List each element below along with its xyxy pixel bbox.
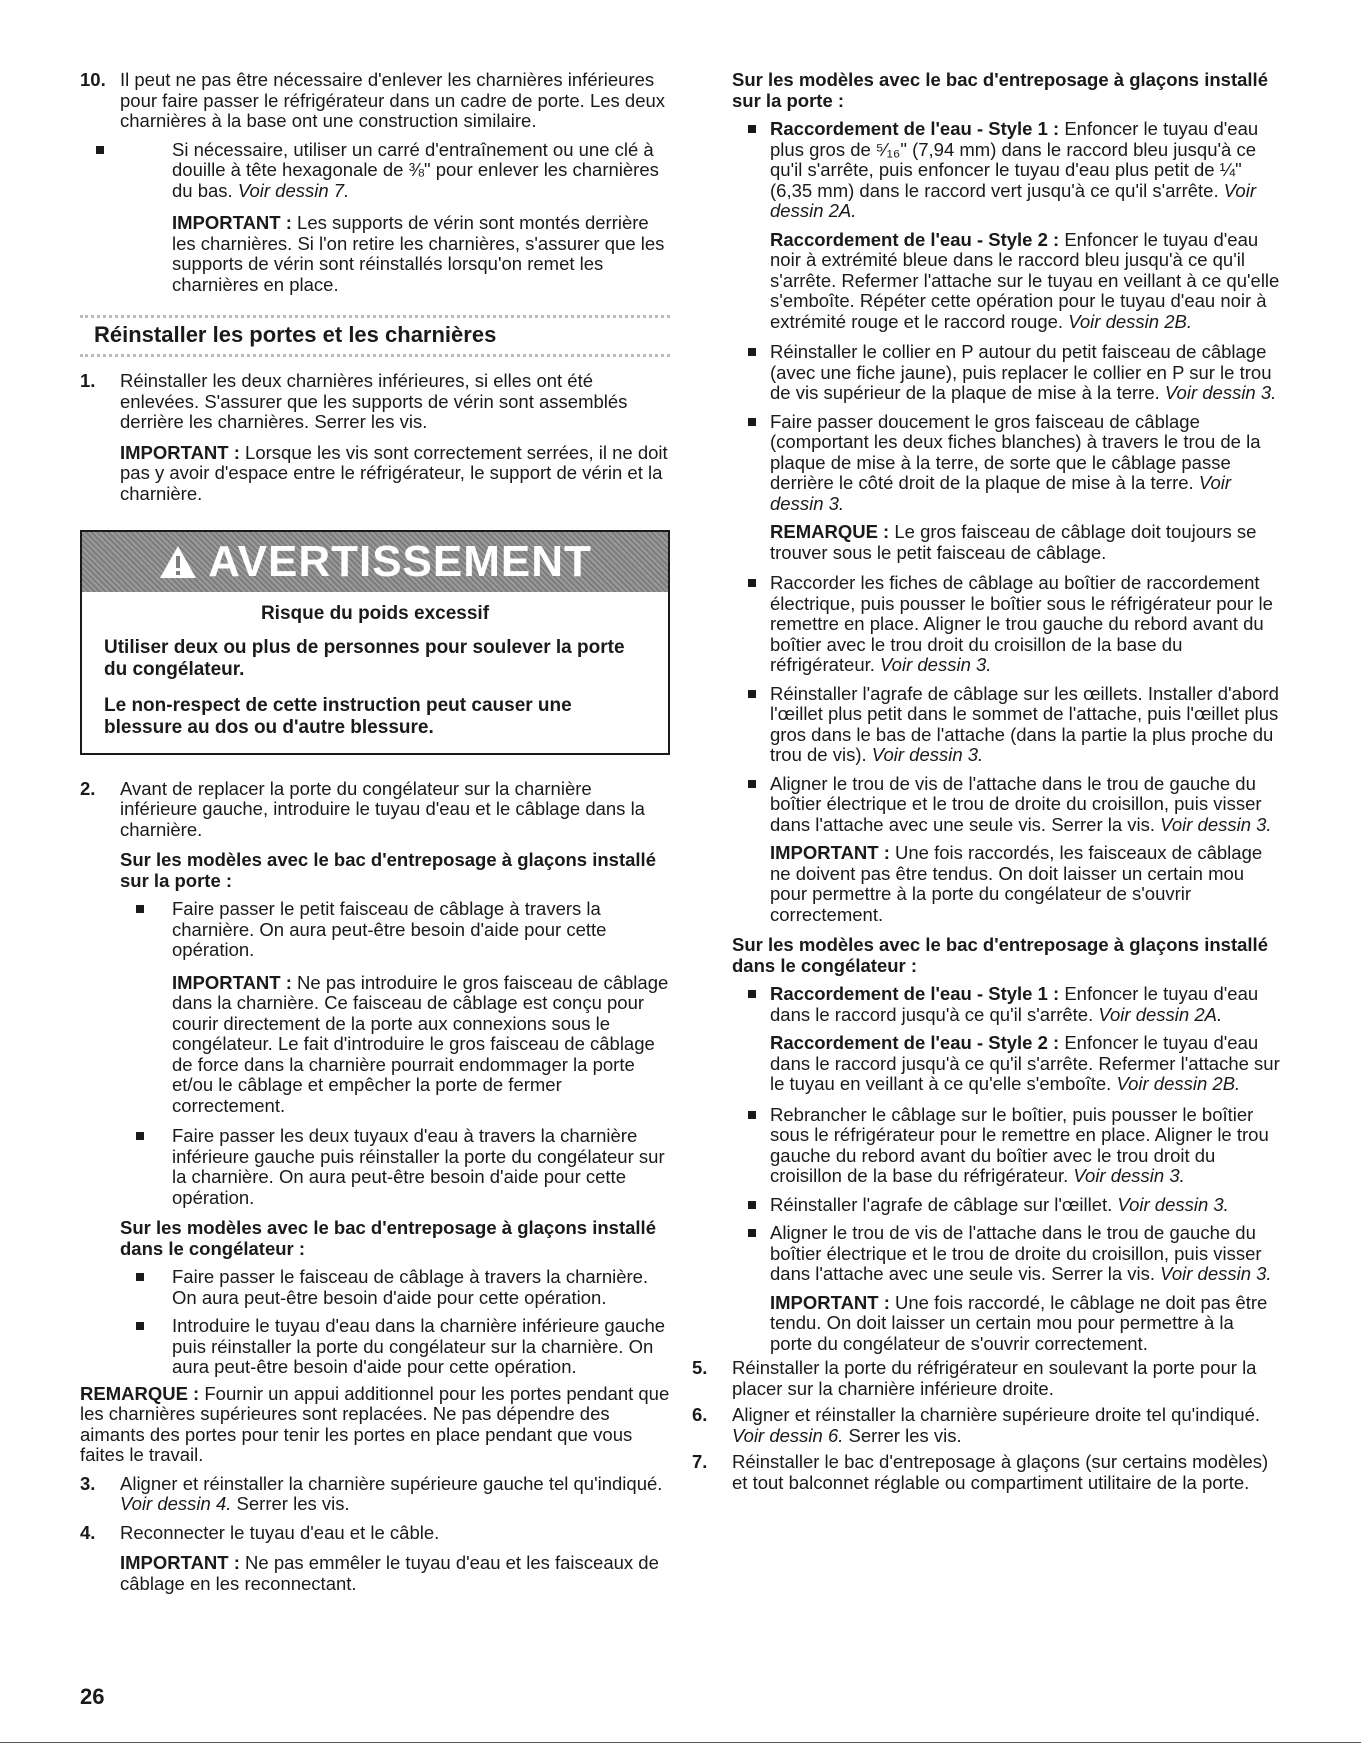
bullet-item — [732, 119, 1280, 222]
page-bottom-rule — [0, 1742, 1361, 1743]
model-heading-freezer: Sur les modèles avec le bac d'entreposage à glaçons installé dans le congélateur : — [120, 1217, 656, 1259]
drawing-ref: Voir dessin 3. — [1117, 1193, 1229, 1215]
important-text: Une fois raccordés, les faisceaux de câblage ne doivent pas être tendus. On doit laisser un certain mou pour permettre à la porte du congélateur de s'ouvrir correctement. — [770, 842, 1263, 925]
bullet-text: Si nécessaire, utiliser un carré d'entraînement ou une clé à douille à tête hexagonale de ⅜" pour enlever les charnières du bas. — [172, 138, 659, 201]
important-text: Les supports de vérin sont montés derrière les charnières. Si l'on retire les charnières, s'assurer que les supports de vérin sont réinstallés lorsqu'on remet les charnières en place. — [172, 212, 665, 295]
drawing-ref: Voir dessin 3. — [871, 744, 984, 765]
important-text: Ne pas emmêler le tuyau d'eau et les faisceaux de câblage en les reconnectant. — [120, 1552, 659, 1594]
step-tail: Serrer les vis. — [236, 1493, 350, 1514]
bullet-text: Enfoncer le tuyau d'eau dans le raccord jusqu'à ce qu'il s'arrête. Refermer l'attache sur le tuyau en veillant à ce qu'elle s'emboîte. — [770, 1032, 1280, 1094]
bullet-item — [732, 1105, 1280, 1187]
bullet-text: Enfoncer le tuyau d'eau dans le raccord jusqu'à ce qu'il s'arrête. — [770, 983, 1259, 1025]
warning-consequence: Le non-respect de cette instruction peut causer une blessure au dos ou d'autre blessure. — [104, 694, 572, 738]
bullet-item — [120, 1126, 670, 1208]
bullet-item — [732, 342, 1280, 404]
drawing-ref: Voir dessin 2B. — [1116, 1073, 1241, 1094]
bullet-text: Aligner le trou de vis de l'attache dans le trou de gauche du boîtier électrique et le trou de droite du croisillon, puis visser dans l'attache avec une seule vis. Serrer la vis. — [770, 772, 1262, 835]
model-heading-door: Sur les modèles avec le bac d'entreposage à glaçons installé sur la porte : — [120, 849, 656, 891]
step-number: 7. — [692, 1451, 708, 1472]
drawing-ref: Voir dessin 3. — [770, 472, 1232, 514]
remarque-label: REMARQUE : — [80, 1382, 200, 1404]
important-note — [120, 443, 670, 505]
remarque-note — [732, 522, 1280, 563]
remarque-text: Le gros faisceau de câblage doit toujours se trouver sous le petit faisceau de câblage. — [770, 521, 1257, 563]
bullet-item — [120, 899, 670, 961]
step-7 — [692, 1452, 1280, 1493]
bullet-label: Raccordement de l'eau - Style 2 : — [770, 1032, 1060, 1053]
step-3 — [80, 1474, 670, 1515]
bullet-text: Faire passer doucement le gros faisceau de câblage (comportant les deux fiches blanches) à travers le trou de la plaque de mise à la terre, de sorte que le câblage passe derrière le côté droit de la plaque de mise à la terre. — [770, 410, 1261, 493]
drawing-ref: Voir dessin 3. — [1160, 813, 1272, 835]
style-2-note — [732, 230, 1280, 333]
remarque-text: Fournir un appui additionnel pour les portes pendant que les charnières supérieures sont replacées. Ne pas dépendre des aimants des portes pour tenir les portes en place pendant que vous faites le travail. — [80, 1382, 670, 1465]
warning-subtitle: Risque du poids excessif — [260, 603, 490, 624]
step-10 — [80, 70, 670, 295]
bullet-label: Raccordement de l'eau - Style 1 : — [770, 983, 1060, 1004]
step-number: 3. — [80, 1472, 96, 1494]
bullet-item — [732, 1223, 1280, 1285]
bullet-text: Réinstaller l'agrafe de câblage sur l'œillet. — [770, 1193, 1113, 1215]
drawing-ref: Voir dessin 2B. — [1068, 310, 1192, 332]
bullet-text: Enfoncer le tuyau d'eau noir à extrémité bleue dans le raccord bleu jusqu'à ce qu'il s'arrête. Refermer l'attache sur le tuyau en veillant à ce qu'elle s'emboîte. Répéter cette opération pour le tuyau d'eau noir à extrémité rouge et le raccord rouge. — [770, 228, 1280, 332]
important-text: Une fois raccordé, le câblage ne doit pas être tendu. On doit laisser un certain mou pour permettre à la porte du congélateur de s'ouvrir correctement. — [770, 1291, 1268, 1354]
warning-box — [80, 530, 670, 755]
important-label: IMPORTANT : — [172, 212, 292, 233]
right-column — [692, 69, 1280, 1497]
bullet-item — [732, 1195, 1280, 1216]
bullet-text: Réinstaller l'agrafe de câblage sur les œillets. Installer d'abord l'œillet plus petit dans le sommet de l'attache, puis l'œillet plus gros dans le bas de l'attache (dans la partie la plus proche du trou de vis). — [770, 682, 1279, 765]
important-note — [732, 1293, 1280, 1355]
important-note — [732, 843, 1280, 925]
page-number: 26 — [80, 1684, 105, 1709]
important-label: IMPORTANT : — [770, 842, 890, 863]
step-number: 5. — [692, 1357, 708, 1378]
drawing-ref: Voir dessin 2A. — [1098, 1003, 1223, 1025]
bullet-item — [120, 1316, 670, 1378]
bullet-item — [732, 684, 1280, 766]
bullet-label: Raccordement de l'eau - Style 1 : — [770, 118, 1060, 139]
bullet-item — [80, 140, 670, 202]
important-label: IMPORTANT : — [120, 1552, 240, 1573]
bullet-text: Introduire le tuyau d'eau dans la charnière inférieure gauche puis réinstaller la porte du congélateur sur la charnière. On aura peut-être besoin d'aide pour cette opération. — [172, 1315, 666, 1377]
step-text: Aligner et réinstaller la charnière supérieure droite tel qu'indiqué. — [732, 1404, 1260, 1425]
bullet-text: Réinstaller le collier en P autour du petit faisceau de câblage (avec une fiche jaune), puis replacer le collier en P sur le trou de vis supérieur de la plaque de mise à la terre. — [770, 341, 1272, 403]
bullet-label: Raccordement de l'eau - Style 2 : — [770, 228, 1060, 250]
bullet-item — [732, 774, 1280, 836]
step-number: 10. — [80, 69, 106, 90]
bullet-text: Raccorder les fiches de câblage au boîtier de raccordement électrique, puis pousser le boîtier sous le réfrigérateur pour le remettre en place. Aligner le trou gauche du rebord avant du boîtier avec le trou droit du croisillon de la base du réfrigérateur. — [770, 572, 1273, 675]
important-note — [120, 213, 670, 295]
drawing-ref: Voir dessin 3. — [880, 654, 992, 675]
model-heading-door: Sur les modèles avec le bac d'entreposage à glaçons installé sur la porte : — [732, 69, 1268, 111]
step-text: Réinstaller le bac d'entreposage à glaçons (sur certains modèles) et tout balconnet réglable ou compartiment utilitaire de la porte. — [732, 1451, 1269, 1493]
step-text: Réinstaller la porte du réfrigérateur en soulevant la porte pour la placer sur la charnière inférieure droite. — [732, 1357, 1257, 1399]
remarque-label: REMARQUE : — [770, 521, 890, 542]
warning-header — [82, 532, 668, 592]
drawing-ref: Voir dessin 6. — [732, 1424, 844, 1446]
bullet-text: Aligner le trou de vis de l'attache dans le trou de gauche du boîtier électrique et le trou de droite du croisillon, puis visser dans l'attache avec une seule vis. Serrer la vis. — [770, 1222, 1262, 1284]
model-heading-freezer: Sur les modèles avec le bac d'entreposage à glaçons installé dans le congélateur : — [732, 934, 1268, 976]
warning-title: AVERTISSEMENT — [208, 536, 592, 586]
bullet-text: Rebrancher le câblage sur le boîtier, puis pousser le boîtier sous le réfrigérateur pour le remettre en place. Aligner le trou gauche du rebord avant du boîtier avec le trou droit du croisillon de la base du réfrigérateur. — [770, 1103, 1269, 1186]
bullet-item — [732, 984, 1280, 1025]
step-text: Reconnecter le tuyau d'eau et le câble. — [120, 1521, 440, 1543]
bullet-item — [120, 1267, 670, 1308]
remarque-note — [80, 1384, 670, 1466]
important-note — [120, 973, 670, 1117]
important-label: IMPORTANT : — [120, 441, 240, 463]
bullet-text: Faire passer le petit faisceau de câblage à travers la charnière. On aura peut-être besoin d'aide pour cette opération. — [172, 898, 607, 960]
step-number: 2. — [80, 777, 96, 799]
important-text: Ne pas introduire le gros faisceau de câblage dans la charnière. Ce faisceau de câblage est conçu pour courir directement de la porte aux connexions sous le congélateur. Le fait d'introduire le gros faisceau de câblage de force dans la charnière pourrait endommager la porte et/ou le câblage et empêcher la porte de fermer correctement. — [172, 971, 669, 1116]
step-text: Avant de replacer la porte du congélateur sur la charnière inférieure gauche, introduire le tuyau d'eau et le câblage dans la charnière. — [120, 777, 645, 840]
important-label: IMPORTANT : — [770, 1291, 890, 1313]
important-note — [120, 1553, 670, 1594]
warning-body — [82, 592, 668, 753]
step-1 — [80, 371, 670, 504]
step-2 — [80, 779, 670, 1378]
drawing-ref: Voir dessin 3. — [1164, 382, 1277, 403]
step-4 — [80, 1523, 670, 1595]
warning-instruction: Utiliser deux ou plus de personnes pour soulever la porte du congélateur. — [104, 636, 625, 680]
step-number: 4. — [80, 1521, 96, 1543]
step-number: 1. — [80, 370, 96, 391]
drawing-ref: Voir dessin 7. — [237, 179, 350, 201]
drawing-ref: Voir dessin 3. — [1073, 1165, 1185, 1186]
step-number: 6. — [692, 1404, 708, 1425]
left-column — [80, 70, 670, 1598]
step-6 — [692, 1405, 1280, 1446]
step-text: Il peut ne pas être nécessaire d'enlever les charnières inférieures pour faire passer le réfrigérateur dans un cadre de porte. Les deux charnières à la base ont une construction similaire. — [120, 69, 666, 131]
step-tail: Serrer les vis. — [848, 1424, 962, 1446]
bullet-text: Faire passer le faisceau de câblage à travers la charnière. On aura peut-être besoin d'aide pour cette opération. — [172, 1266, 649, 1308]
step-text: Réinstaller les deux charnières inférieures, si elles ont été enlevées. S'assurer que les supports de vérin sont assemblés derrière les charnières. Serrer les vis. — [120, 370, 628, 432]
bullet-item — [732, 412, 1280, 515]
drawing-ref: Voir dessin 4. — [120, 1493, 232, 1514]
bullet-text: Faire passer les deux tuyaux d'eau à travers la charnière inférieure gauche puis réinstaller la porte du congélateur sur la charnière. On aura peut-être besoin d'aide pour cette opération. — [172, 1125, 665, 1208]
warning-triangle-icon — [158, 544, 198, 580]
important-label: IMPORTANT : — [172, 971, 292, 993]
step-5 — [692, 1358, 1280, 1399]
bullet-item — [732, 573, 1280, 676]
style-2-note — [732, 1033, 1280, 1095]
drawing-ref: Voir dessin 2A. — [770, 179, 1256, 221]
important-text: Lorsque les vis sont correctement serrées, il ne doit pas y avoir d'espace entre le réfrigérateur, le support de vérin et la charnière. — [120, 441, 668, 504]
drawing-ref: Voir dessin 3. — [1160, 1263, 1272, 1284]
section-title: Réinstaller les portes et les charnières — [80, 315, 670, 357]
step-text: Aligner et réinstaller la charnière supérieure gauche tel qu'indiqué. — [120, 1472, 663, 1494]
bullet-text: Enfoncer le tuyau d'eau plus gros de ⁵⁄₁₆" (7,94 mm) dans le raccord bleu jusqu'à ce qu'il s'arrête, puis enfoncer le tuyau d'eau plus petit de ¼" (6,35 mm) dans le raccord vert jusqu'à ce qu'il s'arrête. — [770, 118, 1259, 201]
